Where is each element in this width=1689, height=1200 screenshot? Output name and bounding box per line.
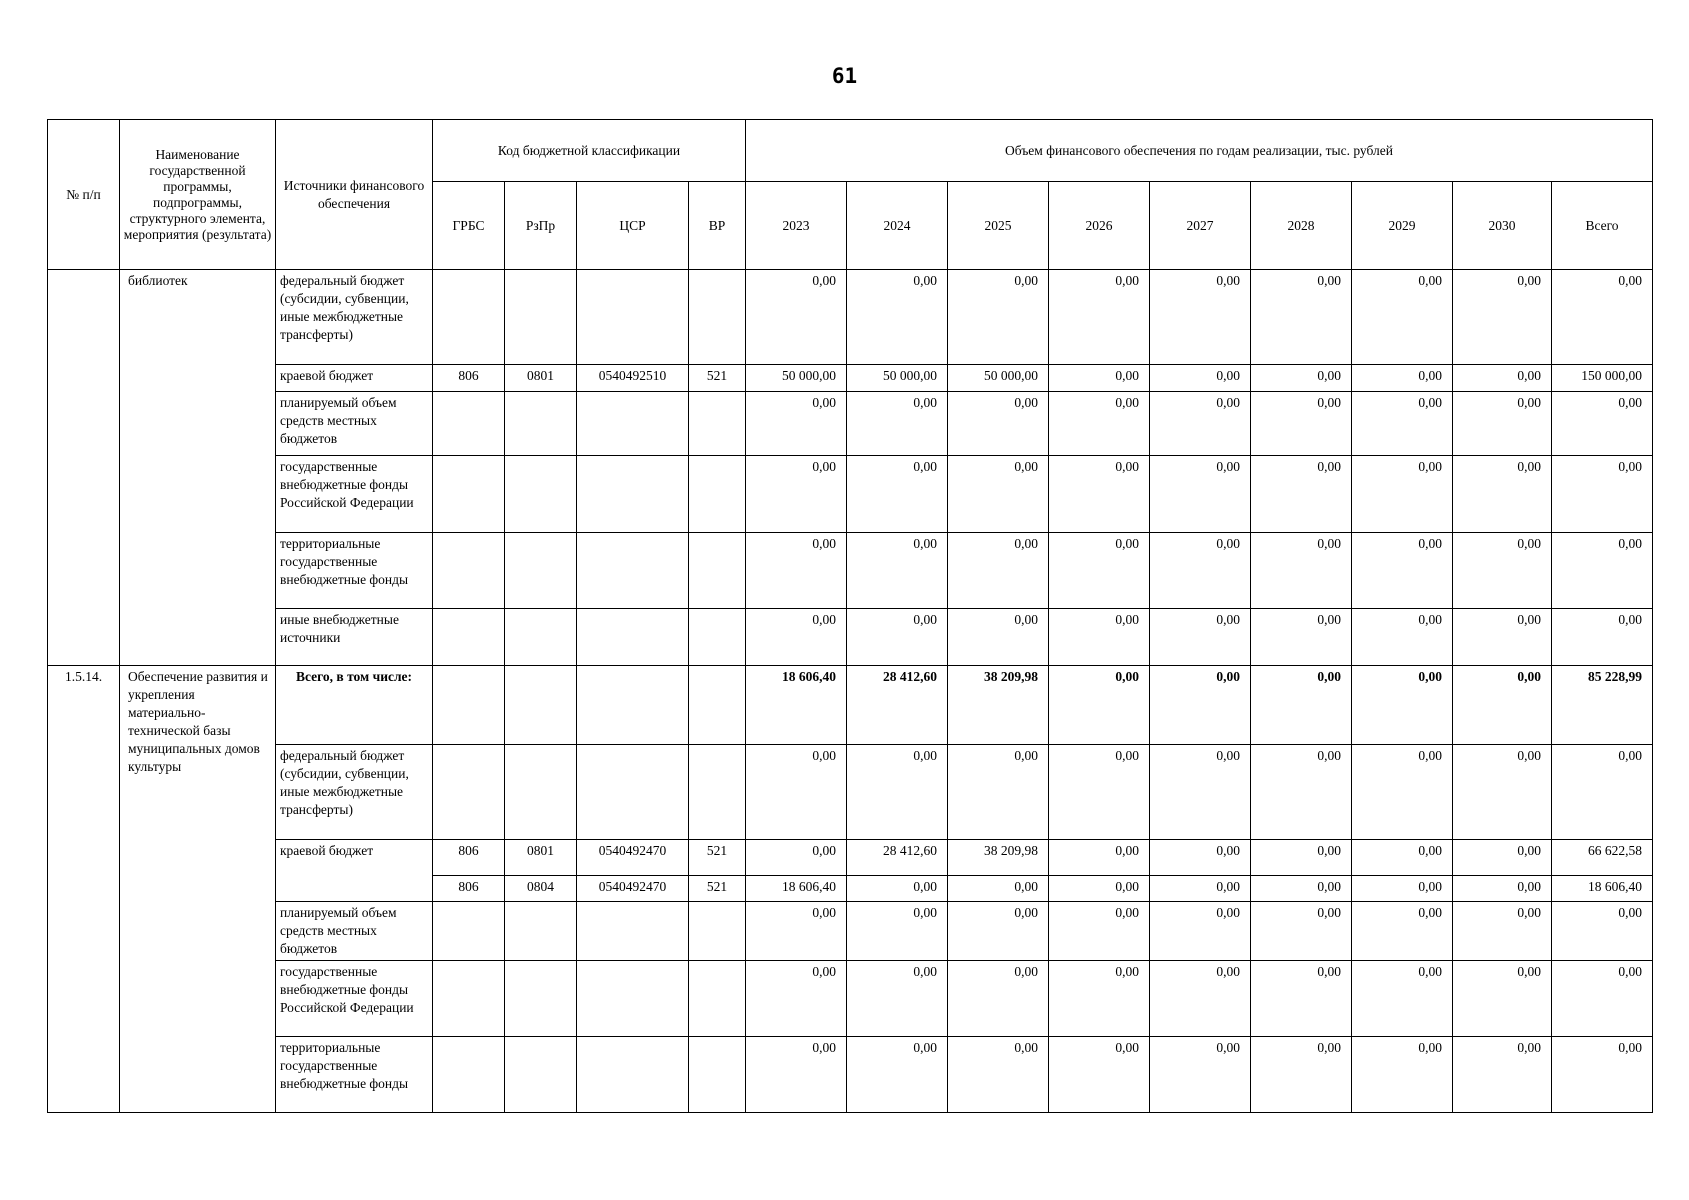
source-cell: федеральный бюджет (субсидии, субвенции, иные межбюджетные трансферты) [276,745,433,840]
value-cell: 0,00 [1150,666,1251,745]
rzpr-cell: 0804 [505,876,577,902]
grbs-cell: 806 [433,840,505,876]
value-cell: 0,00 [1453,365,1552,392]
value-cell: 18 606,40 [746,876,847,902]
value-cell: 0,00 [1352,876,1453,902]
grbs-cell: 806 [433,876,505,902]
code-cell [577,745,689,840]
code-cell [433,666,505,745]
value-cell: 0,00 [948,533,1049,609]
value-cell: 0,00 [847,1037,948,1113]
value-cell: 0,00 [1552,270,1653,365]
table-row [48,456,1653,533]
code-cell [689,745,746,840]
grbs-cell: 806 [433,365,505,392]
value-cell: 0,00 [746,392,847,456]
value-cell: 50 000,00 [847,365,948,392]
value-cell: 0,00 [1251,1037,1352,1113]
value-cell: 0,00 [847,609,948,666]
value-cell: 0,00 [1352,1037,1453,1113]
value-cell: 0,00 [847,456,948,533]
csr-cell [577,392,689,456]
grbs-cell [433,270,505,365]
value-cell: 0,00 [1453,1037,1552,1113]
value-cell: 38 209,98 [948,840,1049,876]
header-year-4: 2027 [1150,182,1251,270]
value-cell: 18 606,40 [1552,876,1653,902]
value-cell: 0,00 [1049,902,1150,961]
source-cell: территориальные государственные внебюджетные фонды [276,1037,433,1113]
code-cell [689,902,746,961]
header-year-8: Всего [1552,182,1653,270]
value-cell: 0,00 [746,961,847,1037]
code-cell [505,745,577,840]
value-cell: 0,00 [847,270,948,365]
value-cell: 0,00 [847,533,948,609]
value-cell: 0,00 [948,609,1049,666]
value-cell: 0,00 [1150,840,1251,876]
program-name: библиотек [120,270,276,666]
vr-cell: 521 [689,365,746,392]
code-cell [433,961,505,1037]
value-cell: 0,00 [1251,533,1352,609]
value-cell: 0,00 [1453,961,1552,1037]
header-bk-3: ВР [689,182,746,270]
value-cell: 0,00 [1352,365,1453,392]
table-row [48,1037,1653,1113]
table-row [48,365,1653,392]
value-cell: 0,00 [746,902,847,961]
value-cell: 0,00 [948,392,1049,456]
value-cell: 0,00 [948,961,1049,1037]
value-cell: 0,00 [1150,365,1251,392]
value-cell: 0,00 [1251,876,1352,902]
code-cell [505,666,577,745]
value-cell: 0,00 [1453,533,1552,609]
vr-cell [689,456,746,533]
value-cell: 0,00 [1251,840,1352,876]
value-cell: 0,00 [1552,609,1653,666]
value-cell: 0,00 [1049,270,1150,365]
rzpr-cell [505,533,577,609]
source-cell: государственные внебюджетные фонды Российской Федерации [276,456,433,533]
header-sources: Источники финансового обеспечения [276,120,433,270]
value-cell: 0,00 [1251,902,1352,961]
value-cell: 0,00 [1049,609,1150,666]
value-cell: 85 228,99 [1552,666,1653,745]
value-cell: 0,00 [1251,745,1352,840]
header-bk-group: Код бюджетной классификации [433,120,746,182]
value-cell: 0,00 [1049,961,1150,1037]
source-cell: краевой бюджет [276,840,433,902]
value-cell: 18 606,40 [746,666,847,745]
header-volume-group: Объем финансового обеспечения по годам реализации, тыс. рублей [746,120,1653,182]
value-cell: 0,00 [1453,609,1552,666]
table-row [48,533,1653,609]
value-cell: 0,00 [1453,840,1552,876]
table-row [48,392,1653,456]
table-row [48,961,1653,1037]
value-cell: 0,00 [847,745,948,840]
value-cell: 0,00 [746,840,847,876]
header-bk-2: ЦСР [577,182,689,270]
value-cell: 0,00 [1251,961,1352,1037]
value-cell: 0,00 [1552,961,1653,1037]
csr-cell [577,270,689,365]
source-total-cell: Всего, в том числе: [276,666,433,745]
value-cell: 0,00 [1049,666,1150,745]
rzpr-cell [505,456,577,533]
grbs-cell [433,609,505,666]
value-cell: 0,00 [1552,745,1653,840]
code-cell [505,902,577,961]
vr-cell [689,270,746,365]
value-cell: 0,00 [1150,876,1251,902]
table-row [48,270,1653,365]
value-cell: 0,00 [1150,392,1251,456]
value-cell: 0,00 [1352,902,1453,961]
grbs-cell [433,392,505,456]
rzpr-cell [505,609,577,666]
value-cell: 0,00 [1150,902,1251,961]
header-year-7: 2030 [1453,182,1552,270]
value-cell: 0,00 [847,961,948,1037]
header-year-3: 2026 [1049,182,1150,270]
value-cell: 0,00 [1453,456,1552,533]
value-cell: 0,00 [1251,365,1352,392]
value-cell: 50 000,00 [746,365,847,392]
value-cell: 0,00 [1049,1037,1150,1113]
value-cell: 0,00 [746,609,847,666]
value-cell: 0,00 [1150,533,1251,609]
header-year-5: 2028 [1251,182,1352,270]
header-year-1: 2024 [847,182,948,270]
page-number: 61 [831,64,858,88]
code-cell [689,1037,746,1113]
value-cell: 0,00 [746,1037,847,1113]
code-cell [433,902,505,961]
value-cell: 0,00 [1453,902,1552,961]
value-cell: 38 209,98 [948,666,1049,745]
code-cell [433,1037,505,1113]
code-cell [577,961,689,1037]
value-cell: 0,00 [948,270,1049,365]
rzpr-cell: 0801 [505,365,577,392]
value-cell: 0,00 [948,876,1049,902]
value-cell: 0,00 [1453,745,1552,840]
value-cell: 0,00 [1049,365,1150,392]
table-row [48,840,1653,876]
value-cell: 0,00 [847,876,948,902]
value-cell: 0,00 [1453,876,1552,902]
value-cell: 0,00 [1453,666,1552,745]
grbs-cell [433,533,505,609]
source-cell: федеральный бюджет (субсидии, субвенции, иные межбюджетные трансферты) [276,270,433,365]
rzpr-cell [505,270,577,365]
row-number [48,270,120,666]
value-cell: 0,00 [1150,745,1251,840]
value-cell: 0,00 [1049,392,1150,456]
rzpr-cell: 0801 [505,840,577,876]
vr-cell [689,533,746,609]
value-cell: 0,00 [1150,961,1251,1037]
value-cell: 0,00 [1251,392,1352,456]
value-cell: 28 412,60 [847,666,948,745]
value-cell: 0,00 [1552,392,1653,456]
value-cell: 28 412,60 [847,840,948,876]
value-cell: 0,00 [1251,456,1352,533]
code-cell [577,902,689,961]
code-cell [505,961,577,1037]
value-cell: 0,00 [948,456,1049,533]
value-cell: 0,00 [847,902,948,961]
value-cell: 0,00 [1352,609,1453,666]
header-year-2: 2025 [948,182,1049,270]
value-cell: 0,00 [948,902,1049,961]
value-cell: 0,00 [1352,456,1453,533]
value-cell: 0,00 [1251,666,1352,745]
csr-cell: 0540492470 [577,876,689,902]
table-row [48,666,1653,745]
table-row [48,902,1653,961]
value-cell: 0,00 [1352,270,1453,365]
csr-cell: 0540492470 [577,840,689,876]
vr-cell: 521 [689,876,746,902]
vr-cell: 521 [689,840,746,876]
value-cell: 0,00 [1049,533,1150,609]
value-cell: 0,00 [1453,270,1552,365]
value-cell: 0,00 [948,745,1049,840]
financing-table [47,119,1653,1113]
value-cell: 150 000,00 [1552,365,1653,392]
value-cell: 0,00 [1352,961,1453,1037]
value-cell: 66 622,58 [1552,840,1653,876]
value-cell: 0,00 [1049,840,1150,876]
code-cell [689,961,746,1037]
row-number: 1.5.14. [48,666,120,1113]
value-cell: 0,00 [746,456,847,533]
code-cell [505,1037,577,1113]
header-bk-0: ГРБС [433,182,505,270]
value-cell: 0,00 [847,392,948,456]
value-cell: 0,00 [1150,456,1251,533]
csr-cell [577,533,689,609]
value-cell: 50 000,00 [948,365,1049,392]
code-cell [577,1037,689,1113]
table-body [48,270,1653,1113]
source-cell: планируемый объем средств местных бюджетов [276,902,433,961]
header-bk-1: РзПр [505,182,577,270]
value-cell: 0,00 [1049,876,1150,902]
value-cell: 0,00 [1352,533,1453,609]
source-cell: иные внебюджетные источники [276,609,433,666]
value-cell: 0,00 [1552,456,1653,533]
value-cell: 0,00 [1251,609,1352,666]
value-cell: 0,00 [1150,270,1251,365]
header-year-0: 2023 [746,182,847,270]
header-num: № п/п [48,120,120,270]
value-cell: 0,00 [746,533,847,609]
grbs-cell [433,456,505,533]
value-cell: 0,00 [1150,1037,1251,1113]
value-cell: 0,00 [1552,533,1653,609]
header-name: Наименование государственной программы, подпрограммы, структурного элемента, мероприятия (результата) [120,120,276,270]
value-cell: 0,00 [1352,666,1453,745]
code-cell [433,745,505,840]
value-cell: 0,00 [1049,745,1150,840]
rzpr-cell [505,392,577,456]
code-cell [689,666,746,745]
source-cell: территориальные государственные внебюджетные фонды [276,533,433,609]
value-cell: 0,00 [1150,609,1251,666]
vr-cell [689,392,746,456]
table-row [48,609,1653,666]
value-cell: 0,00 [1552,1037,1653,1113]
value-cell: 0,00 [1352,840,1453,876]
table-row [48,745,1653,840]
value-cell: 0,00 [1552,902,1653,961]
value-cell: 0,00 [746,745,847,840]
value-cell: 0,00 [948,1037,1049,1113]
csr-cell: 0540492510 [577,365,689,392]
value-cell: 0,00 [1453,392,1552,456]
vr-cell [689,609,746,666]
csr-cell [577,609,689,666]
source-cell: планируемый объем средств местных бюджетов [276,392,433,456]
program-name: Обеспечение развития и укрепления материально-технической базы муниципальных домов культуры [120,666,276,1113]
source-cell: государственные внебюджетные фонды Российской Федерации [276,961,433,1037]
source-cell: краевой бюджет [276,365,433,392]
value-cell: 0,00 [746,270,847,365]
header-year-6: 2029 [1352,182,1453,270]
csr-cell [577,456,689,533]
value-cell: 0,00 [1352,392,1453,456]
value-cell: 0,00 [1352,745,1453,840]
code-cell [577,666,689,745]
value-cell: 0,00 [1049,456,1150,533]
value-cell: 0,00 [1251,270,1352,365]
